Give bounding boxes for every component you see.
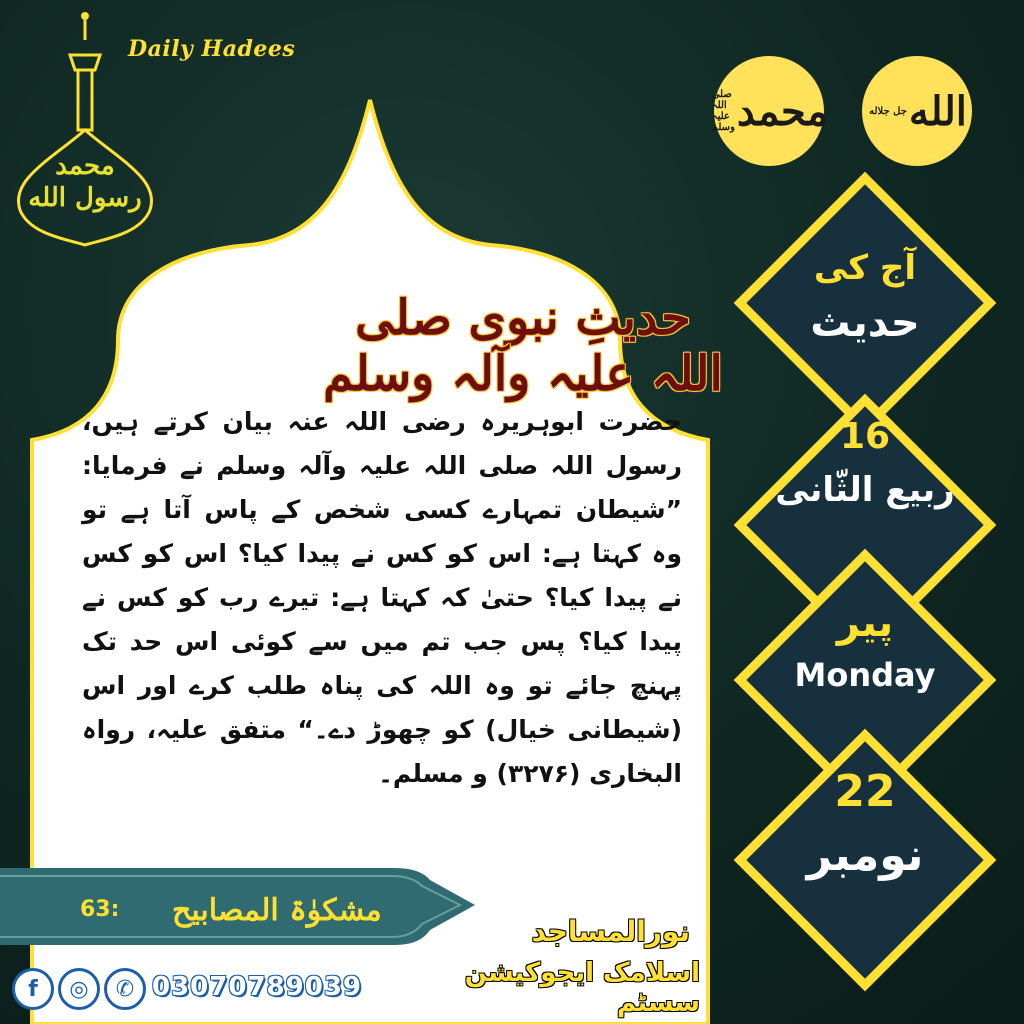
badge-small-text: صلی اللہ علیہ وسلم	[711, 89, 735, 133]
reference-number: 63:	[80, 897, 120, 922]
weekday-urdu: پیر	[836, 600, 894, 646]
badge-main-text: الله	[908, 87, 967, 135]
today-label: آج کی	[813, 248, 917, 288]
facebook-icon[interactable]: f	[12, 968, 54, 1010]
badge-small-text: جل جلاله	[869, 105, 907, 117]
logo-calligraphy: محمد رسول الله	[28, 151, 142, 213]
brand-title: Daily Hadees	[128, 36, 296, 62]
badge-main-text: محمد	[736, 87, 829, 135]
whatsapp-icon[interactable]: ✆	[104, 968, 146, 1010]
phone-number[interactable]: 03070789039	[152, 972, 362, 1002]
instagram-icon[interactable]: ◎	[58, 968, 100, 1010]
hijri-month: ربیع الثّانی	[775, 470, 955, 510]
muhammad-badge	[711, 56, 829, 166]
weekday-english: Monday	[794, 656, 936, 694]
org-tagline: اسلامک ایجوکیشن سسٹم	[464, 958, 700, 1018]
gregorian-day: 22	[834, 766, 896, 817]
page-title: حدیثِ نبوی صلی اللہ علیہ وآلہ وسلم	[323, 290, 723, 402]
hadith-label: حدیث	[810, 300, 920, 346]
gregorian-month: نومبر	[806, 830, 924, 881]
org-name: نورالمساجد	[531, 915, 690, 948]
allah-badge	[862, 56, 972, 166]
reference-label: مشکوٰۃ المصابیح	[172, 893, 382, 928]
hadith-text: حضرت ابوہریرہ رضی اللہ عنہ بیان کرتے ہیں، رسول اللہ صلی اللہ علیہ وآلہ وسلم نے فرمایا: ”شیطان تمہارے کسی شخص کے پاس آتا ہے تو وہ کہتا ہے: اس کو کس نے پیدا کیا؟ اس کو کس نے پیدا کیا؟ حتیٰ کہ کہتا ہے: تیرے رب کو کس نے پیدا کیا؟ پس جب تم میں سے کوئی اس حد تک پہنچ جائے تو وہ اللہ کی پناہ طلب کرے اور اس (شیطانی خیال) کو چھوڑ دے۔“ متفق علیہ، رواہ البخاری (۳۲۷۶) و مسلم۔	[82, 407, 682, 788]
hijri-day: 16	[839, 416, 891, 457]
